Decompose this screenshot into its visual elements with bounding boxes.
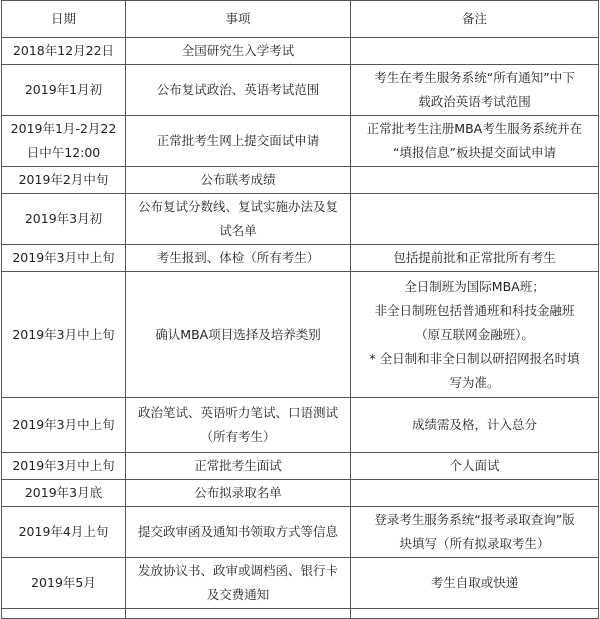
note-text-line: 全日制班为国际MBA班； <box>404 278 545 294</box>
note-text-line: 考生在考生服务系统“所有通知”中下 <box>374 70 575 85</box>
cell-note <box>351 398 599 453</box>
cell-item <box>126 194 351 245</box>
table-header <box>2 1 599 38</box>
item-text-line: 考生报到、体检（所有考生） <box>156 250 320 265</box>
cell-note <box>351 245 599 272</box>
item-text-line: 试名单 <box>219 223 257 238</box>
cell-note <box>351 167 599 194</box>
item-text-line: 及交费通知 <box>206 587 270 602</box>
note-text-line: （原互联网金融班）。 <box>415 326 534 342</box>
date-text-line: 2019年3月中上旬 <box>12 458 115 473</box>
note-text-line: 个人面试 <box>449 458 500 473</box>
note-text-line: 登录考生服务系统“报考录取查询”版 <box>374 512 575 527</box>
note-text-line: 块填写（所有拟录取考生） <box>399 536 550 551</box>
table-row <box>2 194 599 245</box>
header-date: 日期 <box>2 1 126 38</box>
item-text-line: （所有考生） <box>200 429 276 444</box>
item-text-line: 提交政审函及通知书领取方式等信息 <box>137 524 338 539</box>
cell-item <box>126 167 351 194</box>
header-row <box>2 1 599 38</box>
cell-item <box>126 65 351 116</box>
date-text-line: 2019年2月中旬 <box>18 172 109 187</box>
cell-item <box>126 507 351 558</box>
date-text-line: 2019年5月 <box>31 575 96 590</box>
note-text-line: 非全日制班包括普通班和科技金融班 <box>374 302 575 318</box>
note-text-line: 写为准。 <box>449 374 500 390</box>
cell-date <box>2 609 126 619</box>
cell-note <box>351 272 599 398</box>
date-text-line: 2019年4月上旬 <box>18 524 109 539</box>
note-text-line: * 全日制和非全日制以研招网报名时填 <box>369 350 580 366</box>
date-text-line: 2019年3月中上旬 <box>12 326 115 342</box>
note-text-line: “填报信息”板块提交面试申请 <box>393 145 556 160</box>
cell-note <box>351 65 599 116</box>
note-text-line: 成绩需及格，计入总分 <box>411 417 537 432</box>
item-text-line: 发放协议书、政审或调档函、银行卡 <box>137 563 338 578</box>
item-text-line: 公布联考成绩 <box>200 172 276 187</box>
cell-note <box>351 194 599 245</box>
table-row <box>2 609 599 619</box>
item-text-line: 公布拟录取名单 <box>194 485 282 500</box>
item-text-line: 全国研究生入学考试 <box>181 43 295 58</box>
table-row <box>2 65 599 116</box>
cell-item <box>126 558 351 609</box>
cell-note <box>351 453 599 480</box>
cell-note <box>351 609 599 619</box>
date-text-line: 日中午12:00 <box>26 145 101 160</box>
cell-item <box>126 480 351 507</box>
cell-date <box>2 194 126 245</box>
cell-date <box>2 116 126 167</box>
table-row <box>2 245 599 272</box>
cell-date <box>2 558 126 609</box>
schedule-table <box>1 0 599 619</box>
cell-date <box>2 398 126 453</box>
cell-item <box>126 245 351 272</box>
item-text-line: 公布复试政治、英语考试范围 <box>156 82 320 97</box>
date-text-line: 2019年3月底 <box>24 485 103 500</box>
cell-date <box>2 453 126 480</box>
table-row <box>2 453 599 480</box>
cell-item <box>126 398 351 453</box>
table-row <box>2 272 599 398</box>
cell-note <box>351 480 599 507</box>
cell-note <box>351 558 599 609</box>
cell-item <box>126 609 351 619</box>
note-text-line: 包括提前批和正常批所有考生 <box>393 250 556 265</box>
cell-date <box>2 507 126 558</box>
cell-item <box>126 272 351 398</box>
date-text-line: 2019年3月中上旬 <box>12 417 115 432</box>
cell-item <box>126 453 351 480</box>
table-row <box>2 558 599 609</box>
cell-date <box>2 38 126 65</box>
note-text-line: 考生自取或快递 <box>430 575 519 590</box>
item-text-line: 政治笔试、英语听力笔试、口语测试 <box>137 405 338 420</box>
cell-note <box>351 507 599 558</box>
table-row <box>2 480 599 507</box>
date-text-line: 2019年3月中上旬 <box>12 250 115 265</box>
date-text-line: 2019年3月初 <box>24 211 103 226</box>
table-row <box>2 167 599 194</box>
cell-item <box>126 116 351 167</box>
header-note: 备注 <box>351 1 599 38</box>
cell-date <box>2 65 126 116</box>
header-item: 事项 <box>126 1 351 38</box>
table-row <box>2 116 599 167</box>
item-text-line: 正常批考生网上提交面试申请 <box>156 133 320 148</box>
cell-note <box>351 116 599 167</box>
cell-date <box>2 272 126 398</box>
date-text-line: 2019年1月-2月22 <box>10 121 117 136</box>
item-text-line: 正常批考生面试 <box>194 458 282 473</box>
cell-date <box>2 167 126 194</box>
item-text-line: 确认MBA项目选择及培养类别 <box>155 326 321 342</box>
table-row <box>2 38 599 65</box>
cell-date <box>2 245 126 272</box>
note-text-line: 正常批考生注册MBA考生服务系统并在 <box>366 121 583 136</box>
date-text-line: 2019年1月初 <box>24 82 103 97</box>
table-body <box>2 38 599 619</box>
cell-item <box>126 38 351 65</box>
note-text-line: 载政治英语考试范围 <box>418 94 531 109</box>
item-text-line: 公布复试分数线、复试实施办法及复 <box>137 199 338 214</box>
cell-date <box>2 480 126 507</box>
table-row <box>2 398 599 453</box>
cell-note <box>351 38 599 65</box>
table-row <box>2 507 599 558</box>
date-text-line: 2018年12月22日 <box>12 43 115 58</box>
